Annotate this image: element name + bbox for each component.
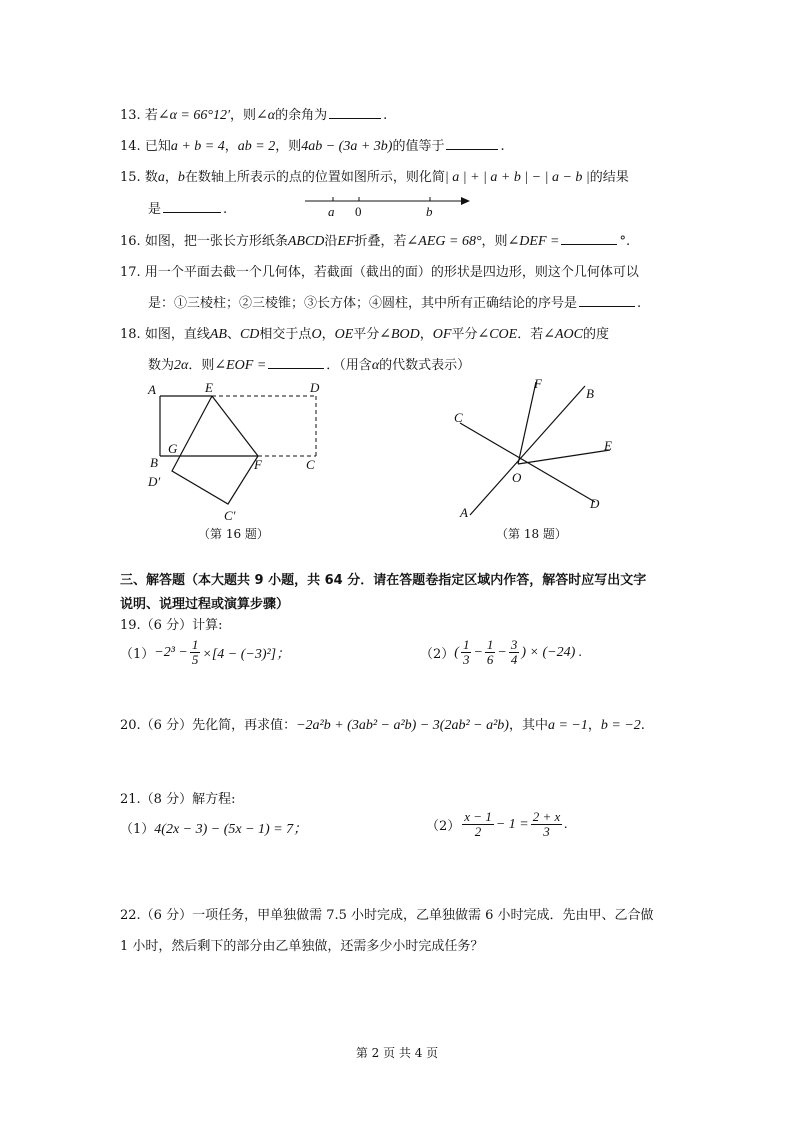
fraction: $\frac{2 + x}{3}$ (532, 809, 561, 839)
answer-blank[interactable] (561, 234, 617, 245)
question-19-part2: （2） ( $\frac{1}{3}$ − $\frac{1}{6}$ − $\frac{3}{4}$ ) × (−24) . (420, 637, 583, 667)
fig16-label-D: D (310, 380, 320, 395)
fig16-caption: （第 16 题） (198, 527, 269, 541)
fig18-label-F: F (534, 376, 542, 391)
fig16-label-F: F (254, 457, 262, 472)
question-15: 15. 数a，b在数轴上所表示的点的位置如图所示，则化简| a | + | a + b | − | a − b |的结果 (120, 170, 629, 185)
question-21-part1: （1）4(2x − 3) − (5x − 1) = 7； (120, 822, 308, 837)
question-22: 22.（6 分）一项任务，甲单独做需 7.5 小时完成，乙单独做需 6 小时完成．先由甲、乙合做 (120, 908, 654, 923)
fig16-label-Cp: C′ (224, 508, 236, 523)
answer-blank[interactable] (579, 296, 635, 307)
fraction: $\frac{1}{3}$ (462, 637, 470, 667)
fraction: $\frac{1}{6}$ (486, 637, 494, 667)
fig16-label-B: B (150, 455, 158, 470)
fig16-label-E: E (205, 380, 213, 395)
fig18-label-B: B (586, 386, 594, 401)
question-14: 14. 已知a + b = 4，ab = 2，则4ab − (3a + 3b)的值等于 . (120, 139, 505, 154)
question-16: 16. 如图，把一张长方形纸条ABCD沿EF折叠，若∠AEG = 68°，则∠DEF = °. (120, 234, 631, 249)
answer-blank[interactable] (268, 358, 324, 369)
question-19: 19.（6 分）计算: (120, 618, 223, 633)
number-line-label-a: a (328, 204, 335, 219)
number-line-label-0: 0 (355, 204, 362, 219)
fig18-label-D: D (590, 496, 600, 511)
question-20: 20.（6 分）先化简，再求值：−2a²b + (3ab² − a²b) − 3(2ab² − a²b)，其中a = −1，b = −2. (120, 718, 645, 733)
section-3-title-line2: 说明、说理过程或演算步骤） (120, 597, 290, 612)
q13-number: 13. (120, 108, 141, 123)
question-21-part2: （2） $\frac{x - 1}{2}$ − 1 = $\frac{2 + x}{3}$ . (426, 809, 568, 839)
answer-blank[interactable] (446, 139, 498, 150)
fig18-label-A: A (460, 505, 468, 520)
question-18: 18. 如图，直线AB、CD相交于点O，OE平分∠BOD，OF平分∠COE．若∠AOC的度 (120, 327, 609, 342)
question-17-line2: 是：①三棱柱；②三棱锥；③长方体；④圆柱，其中所有正确结论的序号是 . (148, 296, 642, 311)
figure-18 (440, 372, 640, 524)
question-15-line2: 是 . (148, 202, 228, 217)
question-22-line2: 1 小时，然后剩下的部分由乙单独做，还需多少小时完成任务？ (120, 939, 484, 954)
figure-16 (140, 378, 340, 528)
number-line (300, 188, 480, 222)
fig16-label-C: C (306, 457, 315, 472)
fig16-label-Dp: D′ (148, 474, 161, 489)
fig16-label-A: A (148, 382, 156, 397)
fig18-caption: （第 18 题） (496, 527, 567, 541)
question-19-part1: （1） −2³ − $\frac{1}{5}$ ×[4 − (−3)²]； (120, 637, 291, 667)
answer-blank[interactable] (163, 202, 221, 213)
question-21: 21.（8 分）解方程: (120, 792, 236, 807)
fig18-label-O: O (512, 470, 522, 485)
question-13: 13. 若∠α = 66°12′，则∠α的余角为 . (120, 108, 388, 123)
section-3-title: 三、解答题（本大题共 9 小题，共 64 分．请在答题卷指定区域内作答，解答时应写出文字 (120, 573, 647, 588)
fig18-label-E: E (604, 438, 612, 453)
answer-blank[interactable] (329, 108, 381, 119)
question-18-line2: 数为2α．则∠EOF = ．（用含α的代数式表示） (148, 358, 471, 373)
page-footer: 第 2 页 共 4 页 (355, 1046, 439, 1060)
question-17: 17. 用一个平面去截一个几何体，若截面（截出的面）的形状是四边形，则这个几何体可以 (120, 265, 639, 280)
fraction: $\frac{1}{5}$ (191, 637, 199, 667)
fig16-label-G: G (168, 441, 178, 456)
fraction: $\frac{3}{4}$ (510, 637, 518, 667)
number-line-label-b: b (426, 204, 433, 219)
fig18-label-C: C (454, 410, 463, 425)
fraction: $\frac{x - 1}{2}$ (464, 809, 492, 839)
